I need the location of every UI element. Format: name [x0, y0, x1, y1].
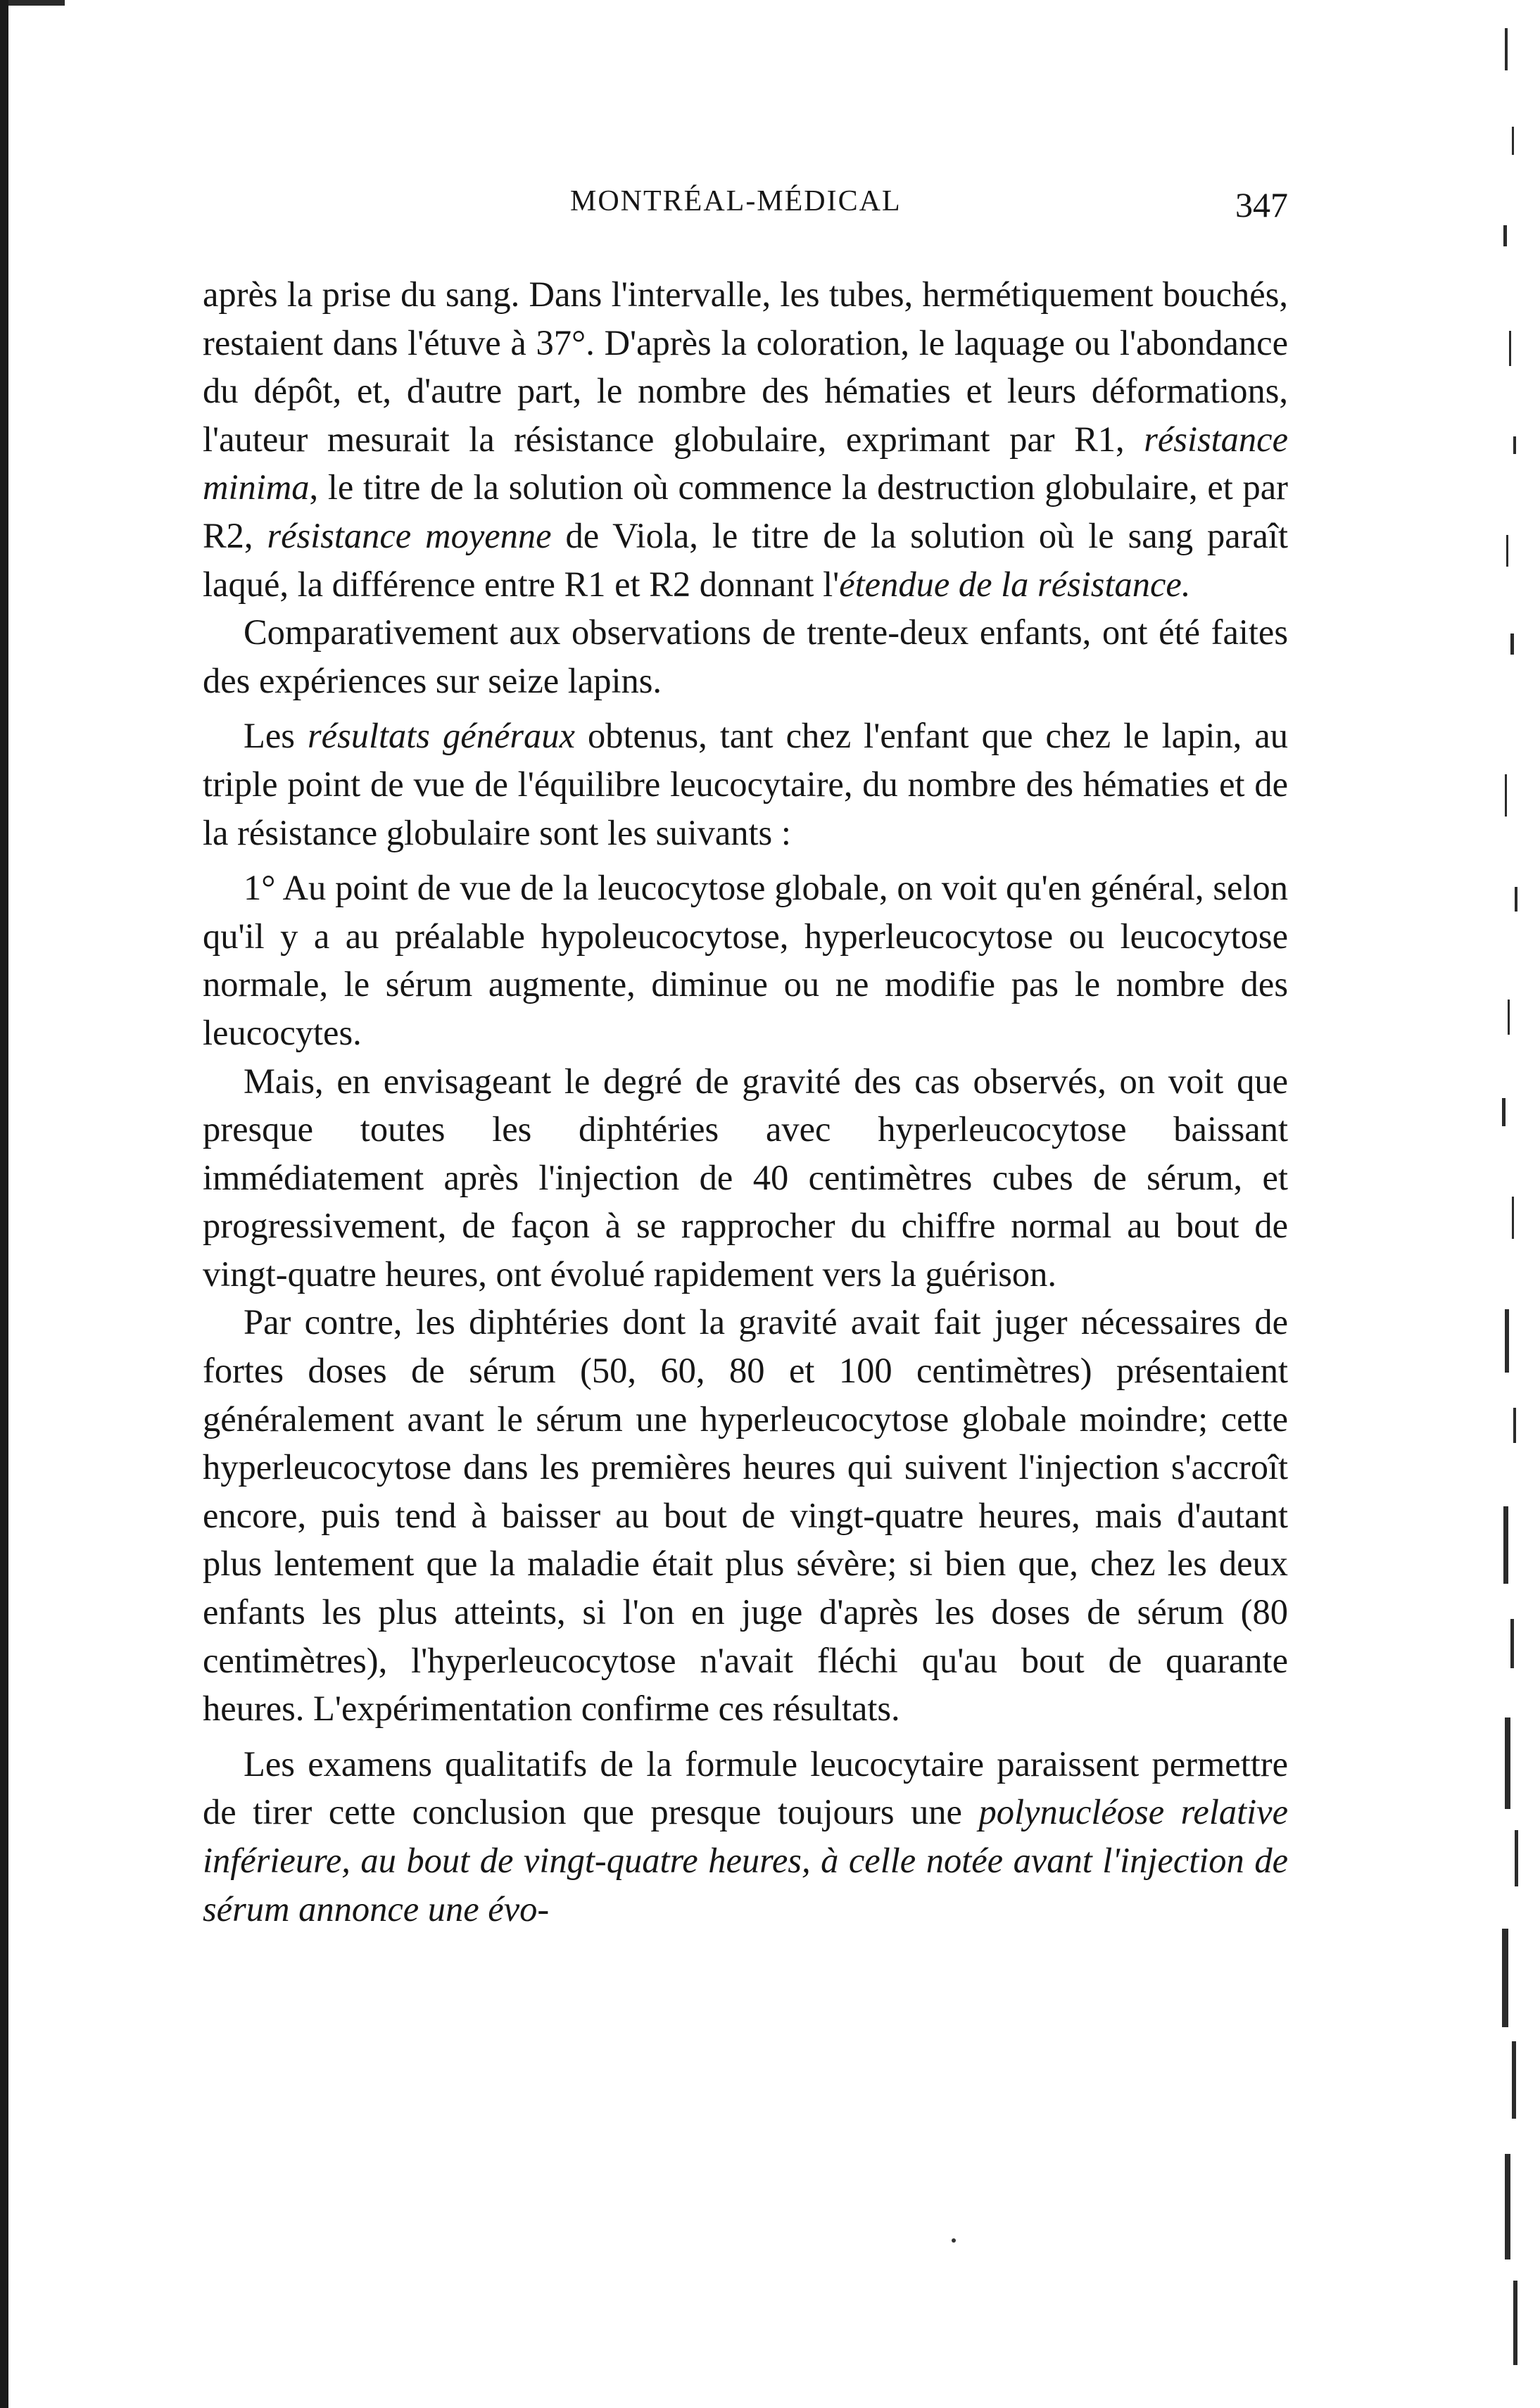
text-run: Les examens qualitatifs de la formule leucocytaire paraissent permettre de tirer cette conclusion que presque toujours une	[203, 1744, 1288, 1832]
paragraph-2	[203, 608, 1288, 705]
body-text	[203, 270, 1288, 1933]
italic-run: résultats généraux	[308, 716, 575, 756]
text-run: 1° Au point de vue de la leucocytose globale, on voit qu'en général, selon qu'il y a au préalable hypoleucocytose, hyperleucocytose ou leucocytose normale, le sérum augmente, diminue ou ne modifie pas le nombre des leucocytes.	[203, 868, 1288, 1052]
text-run: après la prise du sang. Dans l'intervalle, les tubes, hermétiquement bouchés, restaient dans l'étuve à 37°. D'après la coloration, le laquage ou l'abondance du dépôt, et, d'autre part, le nombre des hématies et leurs déformations, l'auteur mesurait la résistance globulaire, exprimant par R1,	[203, 275, 1288, 459]
italic-run: résistance moyenne	[267, 515, 552, 555]
italic-run: étendue de la résistance.	[839, 564, 1191, 604]
italic-run: polynucléose relative inférieure, au bout de vingt-quatre heures, à celle notée avant l'injection de sérum annonce une évo-	[203, 1792, 1289, 1929]
paragraph-7	[203, 1740, 1288, 1933]
text-run: Par contre, les diphtéries dont la gravité avait fait juger nécessaires de fortes doses de sérum (50, 60, 80 et 100 centimètres) présentaient généralement avant le sérum une hyperleucocytose globale moindre; cette hyperleucocytose dans les premières heures qui suivent l'injection s'accroît encore, puis tend à baisser au bout de vingt-quatre heures, mais d'autant plus lentement que la maladie était plus sévère; si bien que, chez les deux enfants les plus atteints, si l'on en juge d'après les doses de sérum (80 centimètres), l'hyperleucocytose n'avait fléchi qu'au bout de quarante heures. L'expérimentation confirme ces résultats.	[203, 1302, 1288, 1729]
text-run: Les	[244, 716, 308, 756]
text-run: Comparativement aux observations de trente-deux enfants, ont été faites des expériences sur seize lapins.	[203, 612, 1288, 700]
text-run: Mais, en envisageant le degré de gravité des cas observés, on voit que presque toutes les diphtéries avec hyperleucocytose baissant immédiatement après l'injection de 40 centimètres cubes de sérum, et progressivement, de façon à se rapprocher du chiffre normal au bout de vingt-quatre heures, ont évolué rapidement vers la guérison.	[203, 1061, 1288, 1294]
stray-dot	[952, 2238, 956, 2243]
text-run: de Viola, le titre de la solution où le sang paraît laqué, la différence entre R1 et R2 donnant l'	[203, 515, 1288, 604]
paragraph-4	[203, 864, 1288, 1057]
paragraph-1	[203, 270, 1288, 608]
binding-corner-mark	[8, 0, 65, 6]
running-title: MONTRÉAL-MÉDICAL	[570, 185, 902, 218]
paragraph-6	[203, 1298, 1288, 1732]
text-run: , le titre de la solution où commence la destruction globulaire, et par R2,	[203, 467, 1288, 555]
italic-run: résistance minima	[203, 419, 1288, 508]
text-run: obtenus, tant chez l'enfant que chez le lapin, au triple point de vue de l'équilibre leucocytaire, du nombre des hématies et de la résistance globulaire sont les suivants :	[203, 716, 1288, 852]
paragraph-3	[203, 712, 1288, 857]
binding-shadow	[0, 0, 8, 2408]
paragraph-5	[203, 1057, 1288, 1299]
scan-edge-noise	[1463, 0, 1540, 2408]
page-number: 347	[1235, 185, 1288, 225]
running-header	[204, 184, 1288, 234]
